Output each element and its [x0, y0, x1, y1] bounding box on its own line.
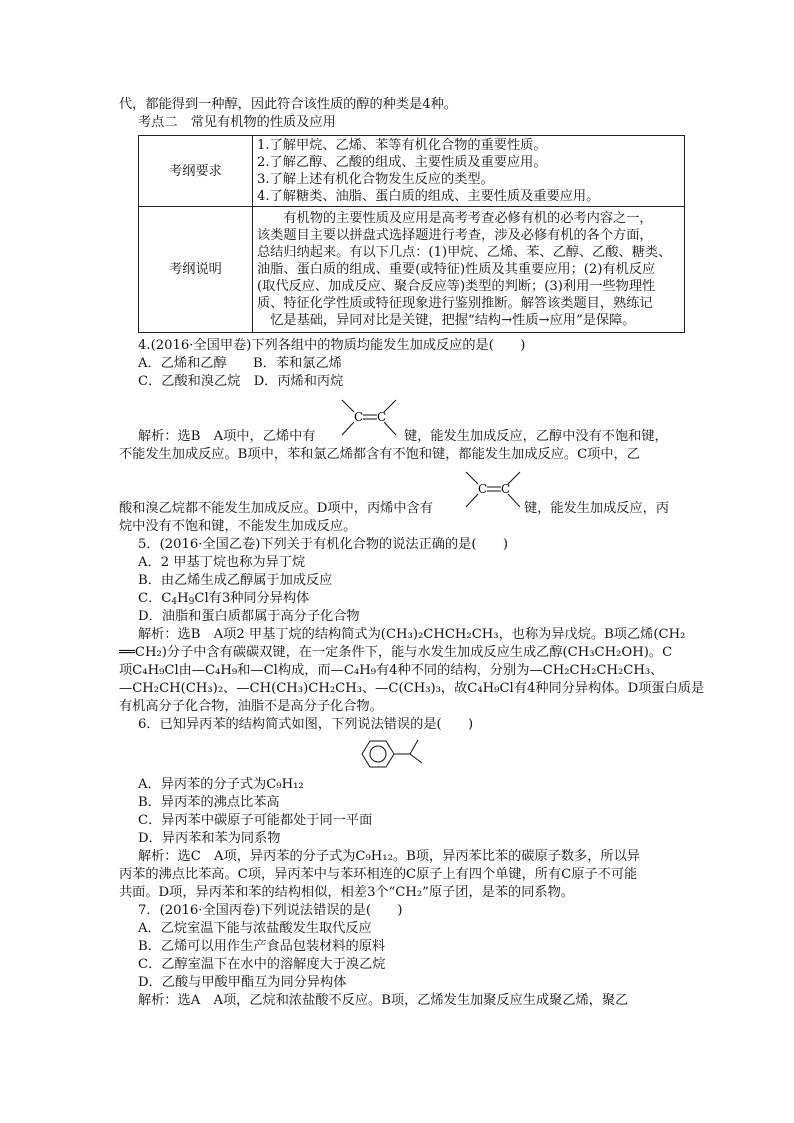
q4-explanation-4: 烷中没有不饱和键，不能发生加成反应。 [119, 519, 357, 534]
q5-explanation-1: 解析：选B A项2 甲基丁烷的结构简式为(CH₃)₂CHCH₂CH₃，也称为异戊烷。B项乙烯(CH₂ [138, 627, 686, 642]
q6-explanation-1: 解析：选C A项，异丙苯的分子式为C₉H₁₂。B项，异丙苯比苯的碳原子数多，所以异 [138, 849, 640, 864]
q5-explanation-3: 项C₄H₉Cl由—C₄H₉和—Cl构成，而—C₄H₉有4种不同的结构，分别为—CH₂CH₂CH₂CH₃、 [119, 663, 664, 678]
q6-option-a: A．异丙苯的分子式为C₉H₁₂ [138, 777, 304, 792]
q5-option-a: A．2 甲基丁烷也称为异丁烷 [138, 555, 306, 570]
q5-option-d: D．油脂和蛋白质都属于高分子化合物 [138, 609, 360, 624]
note-line: (取代反应、加成反应、聚合反应等)类型的判断；(3)利用一些物理性 [257, 279, 656, 294]
q4-explanation-3b: 键，能发生加成反应，丙 [524, 501, 670, 516]
note-line: 质、特征化学性质或特征现象进行鉴别推断。解答该类题目，熟练记 [257, 296, 653, 311]
text-fragment: H [177, 591, 189, 606]
double-bond-structure-icon [336, 398, 402, 438]
q7-stem: 7．(2016·全国丙卷)下列说法错误的是( ) [138, 903, 403, 918]
subscript: 9 [188, 597, 195, 607]
q7-option-a: A．乙烷室温下能与浓盐酸发生取代反应 [138, 921, 372, 936]
req-line: 3.了解上述有机化合物发生反应的类型。 [257, 172, 494, 187]
table-row [139, 207, 685, 333]
q6-option-c: C．异丙苯中碳原子可能都处于同一平面 [138, 813, 373, 828]
q4-explanation-1b: 键，能发生加成反应，乙醇中没有不饱和键， [404, 429, 668, 444]
q4-options-ab: A．乙烯和乙醇 B．苯和氯乙烯 [138, 356, 342, 371]
req-line: 1.了解甲烷、乙烯、苯等有机化合物的重要性质。 [257, 138, 547, 153]
table-row [139, 136, 685, 207]
row-body-requirements [253, 136, 685, 207]
section-title: 考点二 常见有机物的性质及应用 [138, 115, 336, 130]
row-head-notes: 考纲说明 [139, 207, 253, 333]
q4-explanation-2: 不能发生加成反应。B项中，苯和氯乙烯都含有不饱和键，都能发生加成反应。C项中，乙 [119, 447, 640, 462]
note-line: 总结归纳起来。有以下几点：(1)甲烷、乙烯、苯、乙醇、乙酸、糖类、 [257, 245, 672, 260]
text-fragment: C．C [138, 591, 172, 606]
q5-explanation-4: —CH₂CH(CH₃)₂、—CH(CH₃)CH₂CH₃、—C(CH₃)₃，故C₄H₉Cl有4种同分异构体。D项蛋白质是 [119, 681, 705, 696]
carbon-label: C [478, 482, 488, 496]
note-line: 忆是基础，异同对比是关键，把握“结构→性质→应用”是保障。 [257, 313, 636, 328]
q6-explanation-2: 丙苯的沸点比苯高。C项，异丙苯中与苯环相连的C原子上有四个单键，所有C原子不可能 [119, 867, 638, 882]
q6-option-d: D．异丙苯和苯为同系物 [138, 831, 281, 846]
subscript: 4 [171, 597, 178, 607]
row-head-requirements: 考纲要求 [139, 136, 253, 207]
q4-explanation-1a: 解析：选B A项中，乙烯中有 [138, 429, 316, 444]
q7-option-c: C．乙醇室温下在水中的溶解度大于溴乙烷 [138, 957, 386, 972]
q7-option-d: D．乙酸与甲酸甲酯互为同分异构体 [138, 975, 347, 990]
text-fragment: Cl有3种同分异构体 [194, 591, 310, 606]
q4-explanation-3a: 酸和溴乙烷都不能发生加成反应。D项中，丙烯中含有 [119, 501, 433, 516]
note-line: 油脂、蛋白质的组成、重要(或特征)性质及其重要应用；(2)有机反应 [257, 262, 656, 277]
carbon-label: C [377, 410, 387, 424]
cumene-structure-icon [352, 736, 434, 772]
q7-explanation-1: 解析：选A A项，乙烷和浓盐酸不反应。B项，乙烯发生加聚反应生成聚乙烯，聚乙 [138, 993, 629, 1008]
q5-option-c [138, 590, 309, 607]
q5-explanation-5: 有机高分子化合物，油脂不是高分子化合物。 [119, 699, 383, 714]
syllabus-table [138, 135, 685, 333]
note-line: 有机物的主要性质及应用是高考考查必修有机的必考内容之一， [257, 211, 653, 226]
q4-stem: 4.(2016·全国甲卷)下列各组中的物质均能发生加成反应的是( ) [138, 338, 526, 353]
q5-stem: 5．(2016·全国乙卷)下列关于有机化合物的说法正确的是( ) [138, 537, 509, 552]
double-bond-structure-icon [460, 470, 526, 510]
q6-option-b: B．异丙苯的沸点比苯高 [138, 795, 280, 810]
req-line: 2.了解乙醇、乙酸的组成、主要性质及重要应用。 [257, 155, 547, 170]
q5-explanation-2: ══CH₂)分子中含有碳碳双键，在一定条件下，能与水发生加成反应生成乙醇(CH₃CH₂OH)。C [119, 645, 673, 660]
continuation-line: 代，都能得到一种醇，因此符合该性质的醇的种类是4种。 [119, 97, 458, 112]
carbon-label: C [354, 410, 364, 424]
row-body-notes [253, 207, 685, 333]
q4-options-cd: C．乙酸和溴乙烷 D．丙烯和丙烷 [138, 374, 344, 389]
q6-explanation-3: 共面。D项，异丙苯和苯的结构相似，相差3个“CH₂”原子团，是苯的同系物。 [119, 885, 574, 900]
carbon-label: C [501, 482, 511, 496]
note-line: 该类题目主要以拼盘式选择题进行考查，涉及必修有机的各个方面， [257, 228, 653, 243]
q6-stem: 6．已知异丙苯的结构简式如图，下列说法错误的是( ) [138, 717, 474, 732]
req-line: 4.了解糖类、油脂、蛋白质的组成、主要性质及重要应用。 [257, 189, 600, 204]
q5-option-b: B．由乙烯生成乙醇属于加成反应 [138, 573, 333, 588]
q7-option-b: B．乙烯可以用作生产食品包装材料的原料 [138, 939, 386, 954]
